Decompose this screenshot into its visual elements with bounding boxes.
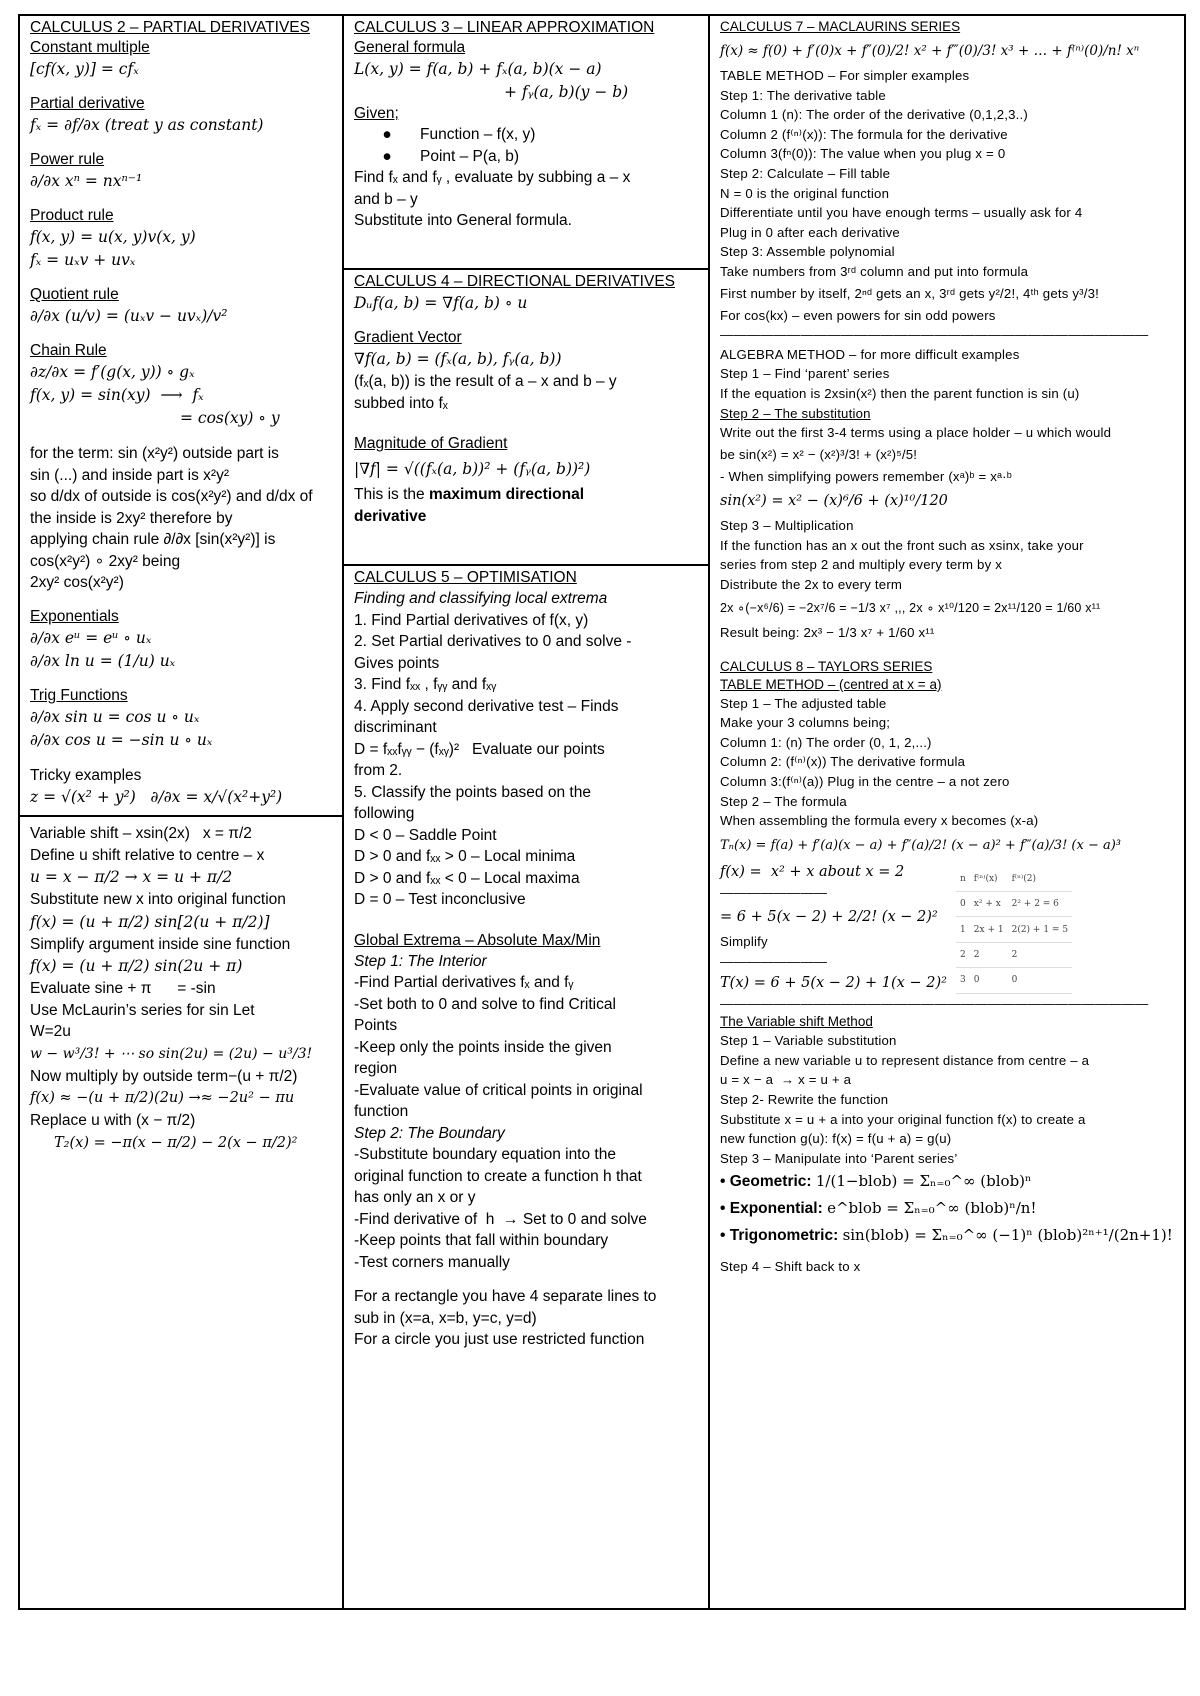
shift-line: Use McLaurin’s series for sin Let xyxy=(30,1001,255,1019)
algebra-line: Step 1 – Find ‘parent’ series xyxy=(720,366,890,382)
table-header-row xyxy=(956,867,1072,892)
heading-product-rule: Product rule xyxy=(30,207,114,224)
table-method-line: Column 2 (f⁽ⁿ⁾(x)): The formula for the derivative xyxy=(720,126,1008,142)
step-line: D = fₓₓfᵧᵧ − (fₓᵧ)² Evaluate our points xyxy=(354,740,605,758)
formula-exponential-1: ∂/∂x eᵘ = eᵘ ∘ uₓ xyxy=(30,628,152,647)
shift-line: Replace u with (x − π/2) xyxy=(30,1112,196,1129)
taylor-line: Column 2: (f⁽ⁿ⁾(x)) The derivative formula xyxy=(720,754,966,770)
linear-text-3: Substitute into General formula. xyxy=(354,212,572,229)
magnitude-note: This is the maximum directional xyxy=(354,486,584,503)
magnitude-note-2: derivative xyxy=(354,507,427,525)
formula-constant-multiple: [cf(x, y)] = cfₓ xyxy=(30,60,139,78)
section-title-optimisation: CALCULUS 5 – OPTIMISATION xyxy=(354,569,577,586)
step-line: D > 0 and fₓₓ < 0 – Local maxima xyxy=(354,869,580,887)
table-method-line: Differentiate until you have enough terms – usually ask for 4 xyxy=(720,205,1083,221)
step-line: discriminant xyxy=(354,719,437,736)
interior-line: Points xyxy=(354,1017,398,1034)
taylor-example-line: Simplify xyxy=(720,934,768,950)
chain-text-3: so d/dx of outside is cos(x²y²) and d/dx of xyxy=(30,488,313,505)
algebra-line: Distribute the 2x to every term xyxy=(720,577,903,593)
algebra-line: - When simplifying powers remember (xᵃ)ᵇ = xᵃ·ᵇ xyxy=(720,468,1012,484)
shift-line: f(x) = (u + π/2) sin(2u + π) xyxy=(30,957,243,975)
heading-global-extrema: Global Extrema – Absolute Max/Min xyxy=(354,931,601,949)
algebra-line: be sin(x²) = x² − (x²)³/3! + (x²)⁵/5! xyxy=(720,446,918,462)
table-cell: 2 xyxy=(970,942,1008,967)
given-item: ● Function – f(x, y) xyxy=(382,126,536,143)
algebra-line: Result being: 2x³ − 1/3 x⁷ + 1/60 x¹¹ xyxy=(720,624,935,640)
taylor-example-line: f(x) = x² + x about x = 2 xyxy=(720,863,905,880)
shift-method-line: Step 1 – Variable substitution xyxy=(720,1033,897,1049)
taylor-line: Step 2 – The formula xyxy=(720,793,847,809)
boundary-line: original function to create a function h that xyxy=(354,1167,642,1185)
formula-magnitude: |∇f| = √((fₓ(a, b))² + (fᵧ(a, b))²) xyxy=(354,460,591,478)
algebra-line: If the function has an x out the front such as xsinx, take your xyxy=(720,537,1084,553)
boundary-line: has only an x or y xyxy=(354,1189,476,1206)
taylor-line: Column 3:(f⁽ⁿ⁾(a)) Plug in the centre – a not zero xyxy=(720,774,1010,790)
step-line: 2. Set Partial derivatives to 0 and solve - xyxy=(354,633,632,650)
shift-line: W=2u xyxy=(30,1023,71,1040)
column-calculus-3-5 xyxy=(344,16,710,1608)
table-method-line: Step 3: Assemble polynomial xyxy=(720,244,895,260)
table-cell: 0 xyxy=(970,968,1008,993)
shift-method-step-4: Step 4 – Shift back to x xyxy=(720,1259,861,1275)
given-item: ● Point – P(a, b) xyxy=(382,147,520,165)
formula-product-rule-1: f(x, y) = u(x, y)v(x, y) xyxy=(30,228,196,246)
algebra-line: If the equation is 2xsin(x²) then the parent function is sin (u) xyxy=(720,385,1080,401)
notes-line: sub in (x=a, x=b, y=c, y=d) xyxy=(354,1309,537,1327)
shift-line: f(x) ≈ −(u + π/2)(2u) →≈ −2u² − πu xyxy=(30,1090,295,1106)
table-cell: 3 xyxy=(956,968,970,993)
heading-quotient-rule: Quotient rule xyxy=(30,286,119,303)
step-line: D = 0 – Test inconclusive xyxy=(354,891,526,908)
section-title-partial-derivatives: CALCULUS 2 – PARTIAL DERIVATIVES xyxy=(30,19,310,36)
heading-general-formula: General formula xyxy=(354,39,466,56)
section-directional-derivatives xyxy=(344,268,708,564)
notes-line: For a rectangle you have 4 separate lines to xyxy=(354,1288,657,1305)
formula-linear-2: + fᵧ(a, b)(y − b) xyxy=(504,83,629,101)
column-calculus-7-8 xyxy=(710,16,1184,1608)
formula-product-rule-2: fₓ = uₓv + uvₓ xyxy=(30,251,136,269)
notes-line: For a circle you just use restricted function xyxy=(354,1331,645,1348)
shift-line: Evaluate sine + π = -sin xyxy=(30,980,216,997)
table-method-line: N = 0 is the original function xyxy=(720,185,890,201)
taylor-line: Column 1: (n) The order (0, 1, 2,...) xyxy=(720,734,932,750)
formula-linear-1: L(x, y) = f(a, b) + fₓ(a, b)(x − a) xyxy=(354,60,602,78)
heading-exponentials: Exponentials xyxy=(30,607,119,625)
section-title-taylors-series: CALCULUS 8 – TAYLORS SERIES xyxy=(720,658,933,674)
taylor-example-line: ———————— xyxy=(720,884,828,900)
step-line: 3. Find fₓₓ , fᵧᵧ and fₓᵧ xyxy=(354,676,497,693)
formula-partial-derivative: fₓ = ∂f/∂x (treat y as constant) xyxy=(30,116,264,134)
table-cell: 2x + 1 xyxy=(970,917,1008,942)
formula-chain-rule-1: ∂z/∂x = f′(g(x, y)) ∘ gₓ xyxy=(30,363,195,381)
interior-line: function xyxy=(354,1103,409,1120)
shift-method-line: Substitute x = u + a into your original function f(x) to create a xyxy=(720,1111,1086,1127)
formula-tricky-example: z = √(x² + y²) ∂/∂x = x/√(x²+y²) xyxy=(30,788,283,806)
heading-tricky-examples: Tricky examples xyxy=(30,766,142,784)
section-title-directional-derivatives: CALCULUS 4 – DIRECTIONAL DERIVATIVES xyxy=(354,273,675,290)
heading-chain-rule: Chain Rule xyxy=(30,342,107,359)
chain-text-7: 2xy² cos(x²y²) xyxy=(30,574,124,591)
step-line: D < 0 – Saddle Point xyxy=(354,826,497,844)
table-row xyxy=(956,891,1072,916)
formula-trig-2: ∂/∂x cos u = −sin u ∘ uₓ xyxy=(30,730,213,749)
chain-text-4: the inside is 2xy² therefore by xyxy=(30,509,233,527)
algebra-line: Step 2 – The substitution xyxy=(720,405,871,421)
algebra-heading: ALGEBRA METHOD – for more difficult examples xyxy=(720,346,1020,362)
interior-line: -Set both to 0 and solve to find Critical xyxy=(354,995,616,1013)
formula-maclaurin: f(x) ≈ f(0) + f′(0)x + f″(0)/2! x² + f‴(0)/3! x³ + … + f⁽ⁿ⁾(0)/n! xⁿ xyxy=(720,43,1140,59)
boundary-line: -Substitute boundary equation into the xyxy=(354,1146,616,1163)
divider-dashes: ———————————————————————————————— xyxy=(720,995,1149,1011)
formula-chain-rule-2: f(x, y) = sin(xy) ⟶ fₓ xyxy=(30,386,204,404)
formula-chain-rule-3: = cos(xy) ∘ y xyxy=(180,409,280,427)
parent-series-trigonometric: • Trigonometric: sin(blob) = Σₙ₌₀^∞ (−1)ⁿ (blob)²ⁿ⁺¹/(2n+1)! xyxy=(720,1226,1173,1245)
table-method xyxy=(720,66,1176,325)
shift-method-line: Step 2- Rewrite the function xyxy=(720,1091,889,1107)
formula-trig-1: ∂/∂x sin u = cos u ∘ uₓ xyxy=(30,707,200,726)
shift-line: Define u shift relative to centre – x xyxy=(30,846,265,864)
gradient-text-2: subbed into fₓ xyxy=(354,394,448,412)
chain-text-1: for the term: sin (x²y²) outside part is xyxy=(30,445,279,462)
table-method-line: Step 1: The derivative table xyxy=(720,87,886,103)
table-method-line: Plug in 0 after each derivative xyxy=(720,224,900,240)
boundary-line: -Find derivative of h → Set to 0 and solve xyxy=(354,1210,647,1228)
divider-dashes: ———————————————————————————————— xyxy=(720,327,1149,343)
formula-gradient: ∇f(a, b) = (fₓ(a, b), fᵧ(a, b)) xyxy=(354,350,562,368)
interior-line: -Keep only the points inside the given xyxy=(354,1038,612,1056)
interior-line: -Find Partial derivatives fₓ and fᵧ xyxy=(354,974,574,991)
linear-text-2: and b – y xyxy=(354,190,418,208)
parent-series-geometric: • Geometric: 1/(1−blob) = Σₙ₌₀^∞ (blob)ⁿ xyxy=(720,1172,1032,1191)
table-cell: 1 xyxy=(956,917,970,942)
taylor-series xyxy=(720,658,1176,994)
algebra-method xyxy=(720,345,1176,645)
table-header-cell: n xyxy=(956,867,970,892)
shift-line: w − w³/3! + ⋯ so sin(2u) = (2u) − u³/3! xyxy=(30,1045,313,1062)
heading-variable-shift-method: The Variable shift Method xyxy=(720,1014,873,1030)
section-title-linear-approximation: CALCULUS 3 – LINEAR APPROXIMATION xyxy=(354,19,655,36)
chain-text-5: applying chain rule ∂/∂x [sin(x²y²)] is xyxy=(30,531,276,548)
taylor-line: Step 1 – The adjusted table xyxy=(720,695,887,711)
taylor-example-line: ———————— xyxy=(720,954,828,969)
boundary-line: -Test corners manually xyxy=(354,1253,510,1271)
formula-power-rule: ∂/∂x xⁿ = nxⁿ⁻¹ xyxy=(30,172,143,190)
shift-line: T₂(x) = −π(x − π/2) − 2(x − π/2)² xyxy=(54,1134,298,1151)
table-header-cell: f⁽ⁿ⁾(x) xyxy=(970,867,1008,892)
shift-line: u = x − π/2 → x = u + π/2 xyxy=(30,868,233,886)
column-calculus-2 xyxy=(20,16,344,1608)
step-line: D > 0 and fₓₓ > 0 – Local minima xyxy=(354,848,576,865)
table-method-line: Column 1 (n): The order of the derivative (0,1,2,3..) xyxy=(720,107,1028,123)
variable-shift-worked-example xyxy=(30,823,334,1155)
formula-taylor: Tₙ(x) = f(a) + f′(a)(x − a) + f″(a)/2! (x − a)² + f‴(a)/3! (x − a)³ xyxy=(720,837,1122,853)
table-method-line: Column 3(fⁿ(0)): The value when you plug x = 0 xyxy=(720,146,1006,162)
gradient-text-1: (fₓ(a, b)) is the result of a – x and b – y xyxy=(354,373,617,390)
taylor-line: When assembling the formula every x becomes (x-a) xyxy=(720,813,1039,829)
heading-given: Given; xyxy=(354,105,399,122)
boundary-line: -Keep points that fall within boundary xyxy=(354,1232,609,1249)
shift-line: Variable shift – xsin(2x) x = π/2 xyxy=(30,825,252,842)
chain-text-2: sin (...) and inside part is x²y² xyxy=(30,466,229,484)
table-method-line: TABLE METHOD – For simpler examples xyxy=(720,68,970,83)
step-line: 4. Apply second derivative test – Finds xyxy=(354,697,619,715)
table-cell: 2 xyxy=(956,942,970,967)
step-line: Gives points xyxy=(354,654,440,672)
algebra-line: Step 3 – Multiplication xyxy=(720,518,854,534)
table-header-cell: f⁽ⁿ⁾(2) xyxy=(1008,867,1072,892)
linear-text-1: Find fₓ and fᵧ , evaluate by subbing a – x xyxy=(354,169,631,186)
parent-series-exponential: • Exponential: e^blob = Σₙ₌₀^∞ (blob)ⁿ/n! xyxy=(720,1199,1037,1218)
divider xyxy=(20,815,342,817)
algebra-line: series from step 2 and multiply every term by x xyxy=(720,557,1003,573)
table-row xyxy=(956,917,1072,942)
heading-gradient-vector: Gradient Vector xyxy=(354,329,462,346)
table-method-line: For cos(kx) – even powers for sin odd powers xyxy=(720,307,996,323)
table-cell: 2 xyxy=(1008,942,1072,967)
section-optimisation xyxy=(344,564,708,1608)
table-method-line: Step 2: Calculate – Fill table xyxy=(720,165,891,181)
table-cell: 0 xyxy=(956,891,970,916)
algebra-line: Write out the first 3-4 terms using a place holder – u which would xyxy=(720,425,1112,441)
interior-line: -Evaluate value of critical points in original xyxy=(354,1081,643,1099)
heading-trig-functions: Trig Functions xyxy=(30,686,128,704)
shift-method-line: new function g(u): f(x) = f(u + a) = g(u) xyxy=(720,1131,952,1147)
shift-line: Now multiply by outside term−(u + π/2) xyxy=(30,1067,298,1085)
shift-line: Substitute new x into original function xyxy=(30,891,286,908)
shift-line: f(x) = (u + π/2) sin[2(u + π/2)] xyxy=(30,912,270,931)
heading-constant-multiple: Constant multiple xyxy=(30,39,150,56)
heading-partial-derivative: Partial derivative xyxy=(30,95,145,112)
step-line: 5. Classify the points based on the xyxy=(354,783,591,801)
table-row xyxy=(956,942,1072,967)
table-cell: 2² + 2 = 6 xyxy=(1008,891,1072,916)
section-linear-approximation xyxy=(344,16,708,268)
table-row xyxy=(956,968,1072,993)
taylor-line: Make your 3 columns being; xyxy=(720,715,891,731)
heading-interior: Step 1: The Interior xyxy=(354,952,487,970)
step-line: following xyxy=(354,805,415,822)
taylor-example xyxy=(720,861,1176,994)
algebra-line: sin(x²) = x² − (x)⁶/6 + (x)¹⁰/120 xyxy=(720,493,948,510)
heading-power-rule: Power rule xyxy=(30,151,105,168)
table-method-line: Take numbers from 3ʳᵈ column and put into formula xyxy=(720,263,1029,279)
shift-line: Simplify argument inside sine function xyxy=(30,935,291,953)
step-line: 1. Find Partial derivatives of f(x, y) xyxy=(354,611,589,629)
table-cell: x² + x xyxy=(970,891,1008,916)
section-title-maclaurins-series: CALCULUS 7 – MACLAURINS SERIES xyxy=(720,19,961,34)
shift-method-line: Step 3 – Manipulate into ‘Parent series’ xyxy=(720,1150,958,1166)
formula-quotient-rule: ∂/∂x (u/v) = (uₓv − uvₓ)/v² xyxy=(30,307,228,325)
table-method-line: First number by itself, 2ⁿᵈ gets an x, 3ʳᵈ gets y²/2!, 4ᵗʰ gets y³/3! xyxy=(720,285,1100,301)
table-cell: 2(2) + 1 = 5 xyxy=(1008,917,1072,942)
algebra-line: 2x ∘(−x⁶/6) = −2x⁷/6 = −1/3 x⁷ ,,, 2x ∘ x¹⁰/120 = 2x¹¹/120 = 1/60 x¹¹ xyxy=(720,600,1101,615)
taylor-example-line: T(x) = 6 + 5(x − 2) + 1(x − 2)² xyxy=(720,974,947,991)
variable-shift-method xyxy=(720,1013,1176,1277)
heading-magnitude-of-gradient: Magnitude of Gradient xyxy=(354,435,508,452)
chain-text-6: cos(x²y²) ∘ 2xy² being xyxy=(30,552,181,570)
cheat-sheet xyxy=(18,14,1186,1610)
step-line: from 2. xyxy=(354,762,403,779)
taylor-example-line: = 6 + 5(x − 2) + 2/2! (x − 2)² xyxy=(720,909,938,926)
table-cell: 0 xyxy=(1008,968,1072,993)
optimisation-steps xyxy=(354,610,700,911)
taylor-table-method-heading: TABLE METHOD – (centred at x = a) xyxy=(720,676,942,692)
taylor-derivative-table xyxy=(956,867,1072,994)
shift-method-line: u = x − a → x = u + a xyxy=(720,1072,852,1088)
interior-line: region xyxy=(354,1060,398,1077)
formula-exponential-2: ∂/∂x ln u = (1/u) uₓ xyxy=(30,651,176,670)
shift-method-line: Define a new variable u to represent distance from centre – a xyxy=(720,1052,1090,1068)
heading-boundary: Step 2: The Boundary xyxy=(354,1124,505,1142)
formula-directional: Dᵤf(a, b) = ∇f(a, b) ∘ u xyxy=(354,294,528,312)
optimisation-subtitle: Finding and classifying local extrema xyxy=(354,590,608,607)
